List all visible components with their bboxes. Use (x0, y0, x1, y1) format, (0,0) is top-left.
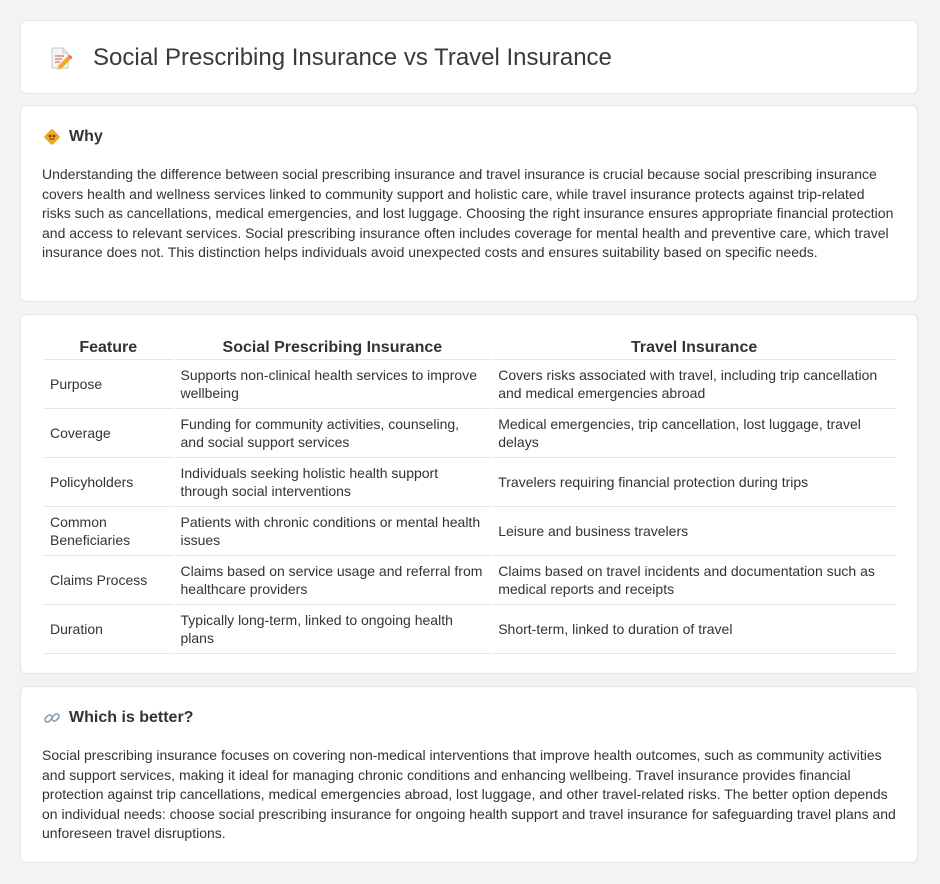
link-icon (43, 709, 61, 727)
row-social-value: Claims based on service usage and referral from healthcare providers (175, 556, 491, 605)
row-travel-value: Covers risks associated with travel, including trip cancellation and medical emergencies abroad (492, 360, 896, 409)
header-social-prescribing: Social Prescribing Insurance (175, 337, 491, 360)
table-row (44, 507, 896, 556)
which-is-better-section (20, 686, 918, 863)
row-feature: Claims Process (44, 556, 173, 605)
row-social-value: Patients with chronic conditions or mental health issues (175, 507, 491, 556)
comparison-table (42, 337, 898, 654)
why-title: Why (69, 128, 103, 145)
table-header-row (44, 337, 896, 360)
row-social-value: Funding for community activities, counseling, and social support services (175, 409, 491, 458)
page-title-wrap (47, 41, 612, 75)
row-travel-value: Short-term, linked to duration of travel (492, 605, 896, 654)
comparison-section (20, 314, 918, 674)
page-title: Social Prescribing Insurance vs Travel Insurance (93, 44, 612, 71)
row-travel-value: Medical emergencies, trip cancellation, lost luggage, travel delays (492, 409, 896, 458)
row-feature: Common Beneficiaries (44, 507, 173, 556)
table-row (44, 458, 896, 507)
why-section (20, 105, 918, 302)
table-row (44, 409, 896, 458)
why-heading (43, 126, 103, 148)
memo-pencil-icon (47, 45, 73, 71)
better-title: Which is better? (69, 709, 194, 726)
row-travel-value: Leisure and business travelers (492, 507, 896, 556)
table-row (44, 556, 896, 605)
row-feature: Policyholders (44, 458, 173, 507)
row-social-value: Supports non-clinical health services to improve wellbeing (175, 360, 491, 409)
row-travel-value: Travelers requiring financial protection during trips (492, 458, 896, 507)
row-travel-value: Claims based on travel incidents and documentation such as medical reports and receipts (492, 556, 896, 605)
header-travel: Travel Insurance (492, 337, 896, 360)
table-row (44, 605, 896, 654)
table-row (44, 360, 896, 409)
row-social-value: Typically long-term, linked to ongoing health plans (175, 605, 491, 654)
better-text: Social prescribing insurance focuses on covering non-medical interventions that improve health outcomes, such as community activities and support services, making it ideal for managing chronic conditions and enhancing wellbeing. Travel insurance provides financial protection against trip cancellations, medical emergencies abroad, lost luggage, and other travel-related risks. The better option depends on individual needs: choose social prescribing insurance for ongoing health support and travel insurance for safeguarding travel plans and unforeseen travel disruptions. (42, 747, 896, 841)
header-card (20, 20, 918, 94)
why-text: Understanding the difference between social prescribing insurance and travel insurance is crucial because social prescribing insurance covers health and wellness services linked to community support and holistic care, while travel insurance protects against trip-related risks such as cancellations, medical emergencies, and lost luggage. Choosing the right insurance ensures appropriate financial protection and access to relevant services. Social prescribing insurance often includes coverage for mental health and preventive care, which travel insurance does not. This distinction helps individuals avoid unexpected costs and ensures suitability based on specific needs. (42, 166, 894, 260)
row-feature: Purpose (44, 360, 173, 409)
diamond-sign-icon (43, 128, 61, 146)
row-feature: Coverage (44, 409, 173, 458)
header-feature: Feature (44, 337, 173, 360)
row-social-value: Individuals seeking holistic health support through social interventions (175, 458, 491, 507)
better-heading (43, 707, 193, 729)
row-feature: Duration (44, 605, 173, 654)
